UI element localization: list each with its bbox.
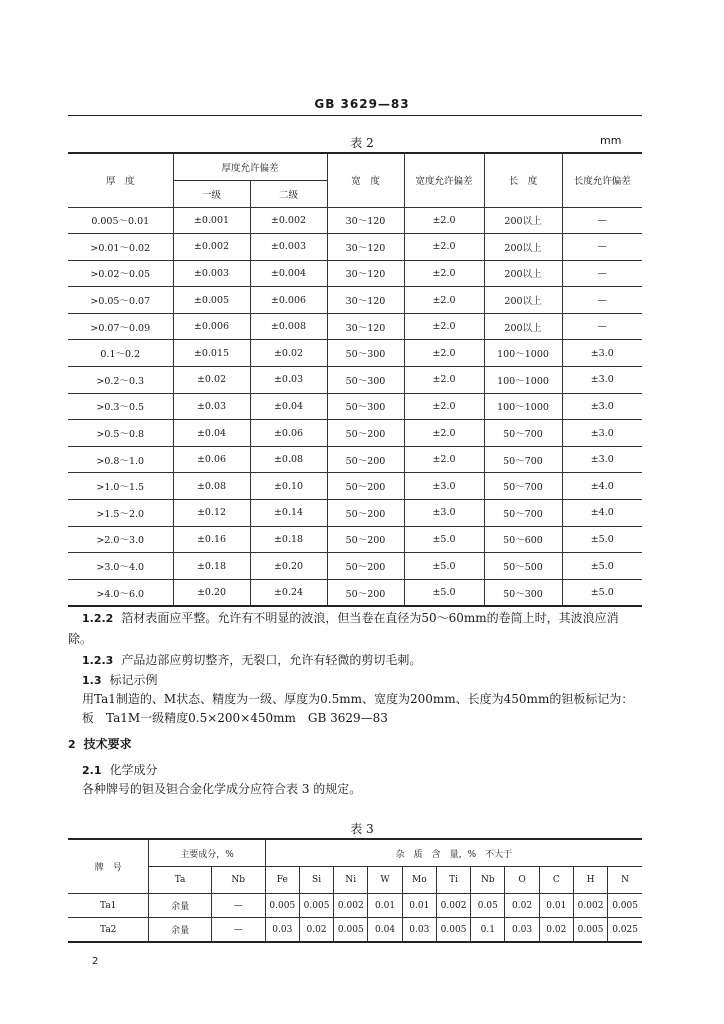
th-element: Mo <box>402 867 436 894</box>
cell-width: 50～200 <box>327 553 404 580</box>
th-width-tolerance: 宽度允许偏差 <box>404 153 484 207</box>
th-element: Ti <box>436 867 470 894</box>
cell-width: 50～200 <box>327 420 404 447</box>
cell-grade2-tol: ±0.006 <box>250 287 327 314</box>
cell-impurity: 0.005 <box>573 918 607 943</box>
cell-grade2-tol: ±0.004 <box>250 260 327 287</box>
cell-impurity: 0.005 <box>334 918 368 943</box>
cell-length-tol: ±3.0 <box>562 367 642 394</box>
section-2-heading <box>68 734 642 755</box>
th-length: 长 度 <box>484 153 562 207</box>
cell-length-tol: ±5.0 <box>562 553 642 580</box>
cell-grade1-tol: ±0.003 <box>173 260 250 287</box>
th-ta: Ta <box>149 867 211 894</box>
cell-impurity: 0.03 <box>402 918 436 943</box>
cell-length-tol: ±4.0 <box>562 500 642 527</box>
cell-width-tol: ±2.0 <box>404 393 484 420</box>
cell-length: 200以上 <box>484 234 562 261</box>
table-row <box>68 918 642 943</box>
th-element: N <box>608 867 642 894</box>
section-1-3-heading <box>68 670 642 691</box>
table2-caption: 表 2 <box>350 136 374 150</box>
cell-length-tol: ±3.0 <box>562 340 642 367</box>
cell-length: 200以上 <box>484 207 562 234</box>
cell-impurity: 0.005 <box>265 894 299 918</box>
cell-impurity: 0.002 <box>334 894 368 918</box>
th-thickness-tolerance: 厚度允许偏差 <box>173 153 327 180</box>
th-element: Nb <box>471 867 505 894</box>
cell-thickness: >2.0～3.0 <box>68 526 173 553</box>
cell-width-tol: ±5.0 <box>404 579 484 606</box>
cell-impurity: 0.005 <box>436 918 470 943</box>
th-element: H <box>573 867 607 894</box>
th-element: W <box>368 867 402 894</box>
cell-ta: 余量 <box>149 918 211 943</box>
cell-length-tol: — <box>562 260 642 287</box>
th-nb-main: Nb <box>211 867 265 894</box>
cell-width: 50～200 <box>327 526 404 553</box>
cell-thickness: >0.01～0.02 <box>68 234 173 261</box>
header-rule <box>68 115 642 116</box>
cell-grade2-tol: ±0.24 <box>250 579 327 606</box>
cell-nb-main: — <box>211 894 265 918</box>
table-row <box>68 393 642 420</box>
cell-impurity: 0.002 <box>573 894 607 918</box>
cell-grade1-tol: ±0.06 <box>173 446 250 473</box>
cell-grade2-tol: ±0.002 <box>250 207 327 234</box>
section-title: 标记示例 <box>109 673 158 687</box>
cell-length: 200以上 <box>484 287 562 314</box>
cell-width: 50～200 <box>327 473 404 500</box>
cell-grade1-tol: ±0.12 <box>173 500 250 527</box>
table2-unit: mm <box>600 134 622 147</box>
marking-example: 板 Ta1M一级精度0.5×200×450mm GB 3629—83 <box>82 711 388 725</box>
cell-impurity: 0.05 <box>471 894 505 918</box>
cell-thickness: >1.5～2.0 <box>68 500 173 527</box>
cell-grade2-tol: ±0.20 <box>250 553 327 580</box>
section-1-2-3 <box>68 650 642 671</box>
cell-width-tol: ±2.0 <box>404 420 484 447</box>
cell-grade: Ta1 <box>68 894 149 918</box>
cell-width-tol: ±2.0 <box>404 287 484 314</box>
cell-length-tol: — <box>562 207 642 234</box>
cell-grade2-tol: ±0.008 <box>250 313 327 340</box>
section-2-1-heading <box>68 760 642 781</box>
table-row <box>68 367 642 394</box>
cell-grade2-tol: ±0.02 <box>250 340 327 367</box>
cell-thickness: >0.3～0.5 <box>68 393 173 420</box>
section-number: 2 <box>68 738 76 751</box>
cell-width: 30～120 <box>327 207 404 234</box>
cell-length-tol: ±5.0 <box>562 579 642 606</box>
cell-thickness: >0.5～0.8 <box>68 420 173 447</box>
cell-grade1-tol: ±0.006 <box>173 313 250 340</box>
cell-impurity: 0.02 <box>505 894 539 918</box>
cell-length: 100～1000 <box>484 367 562 394</box>
cell-length: 50～500 <box>484 553 562 580</box>
cell-grade1-tol: ±0.001 <box>173 207 250 234</box>
th-element: C <box>539 867 573 894</box>
cell-length: 50～700 <box>484 500 562 527</box>
cell-impurity: 0.01 <box>402 894 436 918</box>
cell-grade1-tol: ±0.03 <box>173 393 250 420</box>
cell-length: 100～1000 <box>484 340 562 367</box>
cell-length-tol: — <box>562 313 642 340</box>
section-number: 1.2.3 <box>82 654 114 667</box>
cell-width: 30～120 <box>327 313 404 340</box>
section-1-3-example <box>68 708 642 728</box>
cell-length: 200以上 <box>484 313 562 340</box>
section-text: 用Ta1制造的、M状态、精度为一级、厚度为0.5mm、宽度为200mm、长度为450mm的钽板标记为： <box>82 692 634 706</box>
cell-grade2-tol: ±0.14 <box>250 500 327 527</box>
cell-thickness: >0.07～0.09 <box>68 313 173 340</box>
section-text: 箔材表面应平整。允许有不明显的波浪，但当卷在直径为50～60mm的卷筒上时，其波浪应消除。 <box>68 611 619 646</box>
cell-length-tol: ±3.0 <box>562 446 642 473</box>
cell-width: 50～300 <box>327 367 404 394</box>
cell-width-tol: ±3.0 <box>404 473 484 500</box>
th-main-composition: 主要成分，% <box>149 839 265 867</box>
cell-width: 50～300 <box>327 393 404 420</box>
table-row <box>68 420 642 447</box>
cell-grade1-tol: ±0.18 <box>173 553 250 580</box>
cell-grade2-tol: ±0.18 <box>250 526 327 553</box>
cell-length: 200以上 <box>484 260 562 287</box>
cell-length-tol: — <box>562 287 642 314</box>
cell-impurity: 0.02 <box>539 918 573 943</box>
cell-nb-main: — <box>211 918 265 943</box>
table3 <box>68 838 642 943</box>
cell-grade1-tol: ±0.08 <box>173 473 250 500</box>
th-element: O <box>505 867 539 894</box>
cell-grade1-tol: ±0.002 <box>173 234 250 261</box>
section-2-1-text <box>68 779 642 799</box>
cell-impurity: 0.03 <box>505 918 539 943</box>
cell-impurity: 0.025 <box>608 918 642 943</box>
section-1-3-text <box>68 689 642 709</box>
table-row <box>68 340 642 367</box>
cell-width-tol: ±2.0 <box>404 340 484 367</box>
cell-length-tol: ±3.0 <box>562 393 642 420</box>
th-grade1: 一级 <box>173 180 250 207</box>
cell-thickness: >1.0～1.5 <box>68 473 173 500</box>
table2 <box>68 152 642 607</box>
table-row <box>68 500 642 527</box>
cell-width: 30～120 <box>327 260 404 287</box>
cell-length-tol: ±5.0 <box>562 526 642 553</box>
cell-thickness: 0.005～0.01 <box>68 207 173 234</box>
cell-impurity: 0.03 <box>265 918 299 943</box>
cell-impurity: 0.1 <box>471 918 505 943</box>
cell-grade1-tol: ±0.02 <box>173 367 250 394</box>
cell-length-tol: — <box>562 234 642 261</box>
cell-impurity: 0.01 <box>539 894 573 918</box>
th-grade: 牌 号 <box>68 839 149 894</box>
cell-grade2-tol: ±0.04 <box>250 393 327 420</box>
section-number: 1.3 <box>82 674 102 687</box>
table-row <box>68 526 642 553</box>
cell-ta: 余量 <box>149 894 211 918</box>
section-title: 技术要求 <box>83 737 132 751</box>
cell-grade: Ta2 <box>68 918 149 943</box>
section-text: 各种牌号的钽及钽合金化学成分应符合表 3 的规定。 <box>82 782 362 796</box>
table-row <box>68 287 642 314</box>
cell-width-tol: ±5.0 <box>404 553 484 580</box>
cell-width-tol: ±5.0 <box>404 526 484 553</box>
section-title: 化学成分 <box>109 763 158 777</box>
cell-length: 50～600 <box>484 526 562 553</box>
th-element: Ni <box>334 867 368 894</box>
cell-length: 50～300 <box>484 579 562 606</box>
cell-width: 50～200 <box>327 446 404 473</box>
cell-grade1-tol: ±0.20 <box>173 579 250 606</box>
table-row <box>68 446 642 473</box>
cell-grade1-tol: ±0.16 <box>173 526 250 553</box>
cell-width: 50～200 <box>327 500 404 527</box>
table-row <box>68 234 642 261</box>
cell-thickness: >3.0～4.0 <box>68 553 173 580</box>
cell-width-tol: ±2.0 <box>404 207 484 234</box>
th-width: 宽 度 <box>327 153 404 207</box>
table-row <box>68 553 642 580</box>
cell-impurity: 0.02 <box>299 918 333 943</box>
section-number: 2.1 <box>82 764 102 777</box>
th-thickness: 厚 度 <box>68 153 173 207</box>
cell-width-tol: ±2.0 <box>404 446 484 473</box>
cell-grade2-tol: ±0.06 <box>250 420 327 447</box>
cell-width: 30～120 <box>327 287 404 314</box>
section-text: 产品边部应剪切整齐，无裂口，允许有轻微的剪切毛刺。 <box>121 653 422 667</box>
cell-thickness: >0.05～0.07 <box>68 287 173 314</box>
table3-caption: 表 3 <box>350 822 374 836</box>
standard-code-header: GB 3629—83 <box>314 97 410 111</box>
cell-impurity: 0.005 <box>608 894 642 918</box>
table-row <box>68 894 642 918</box>
cell-grade1-tol: ±0.04 <box>173 420 250 447</box>
table-row <box>68 473 642 500</box>
cell-length-tol: ±3.0 <box>562 420 642 447</box>
th-impurity: 杂 质 含 量，% 不大于 <box>265 839 642 867</box>
cell-grade2-tol: ±0.08 <box>250 446 327 473</box>
section-1-2-2 <box>68 608 642 649</box>
cell-thickness: 0.1～0.2 <box>68 340 173 367</box>
cell-impurity: 0.01 <box>368 894 402 918</box>
table-row <box>68 579 642 606</box>
cell-length: 50～700 <box>484 446 562 473</box>
cell-grade2-tol: ±0.10 <box>250 473 327 500</box>
cell-length: 50～700 <box>484 420 562 447</box>
cell-grade2-tol: ±0.003 <box>250 234 327 261</box>
cell-width-tol: ±2.0 <box>404 367 484 394</box>
table-row <box>68 260 642 287</box>
th-grade2: 二级 <box>250 180 327 207</box>
cell-width: 50～200 <box>327 579 404 606</box>
cell-length: 100～1000 <box>484 393 562 420</box>
section-number: 1.2.2 <box>82 612 114 625</box>
cell-width: 30～120 <box>327 234 404 261</box>
cell-length: 50～700 <box>484 473 562 500</box>
cell-thickness: >0.8～1.0 <box>68 446 173 473</box>
th-element: Si <box>299 867 333 894</box>
cell-impurity: 0.04 <box>368 918 402 943</box>
table-row <box>68 207 642 234</box>
cell-thickness: >4.0～6.0 <box>68 579 173 606</box>
cell-thickness: >0.02～0.05 <box>68 260 173 287</box>
cell-width-tol: ±2.0 <box>404 313 484 340</box>
page-number: 2 <box>92 956 99 967</box>
cell-impurity: 0.005 <box>299 894 333 918</box>
th-length-tolerance: 长度允许偏差 <box>562 153 642 207</box>
cell-width-tol: ±3.0 <box>404 500 484 527</box>
cell-width-tol: ±2.0 <box>404 260 484 287</box>
cell-grade2-tol: ±0.03 <box>250 367 327 394</box>
cell-grade1-tol: ±0.015 <box>173 340 250 367</box>
th-element: Fe <box>265 867 299 894</box>
cell-width: 50～300 <box>327 340 404 367</box>
cell-thickness: >0.2～0.3 <box>68 367 173 394</box>
table-row <box>68 313 642 340</box>
cell-grade1-tol: ±0.005 <box>173 287 250 314</box>
cell-length-tol: ±4.0 <box>562 473 642 500</box>
cell-impurity: 0.002 <box>436 894 470 918</box>
cell-width-tol: ±2.0 <box>404 234 484 261</box>
